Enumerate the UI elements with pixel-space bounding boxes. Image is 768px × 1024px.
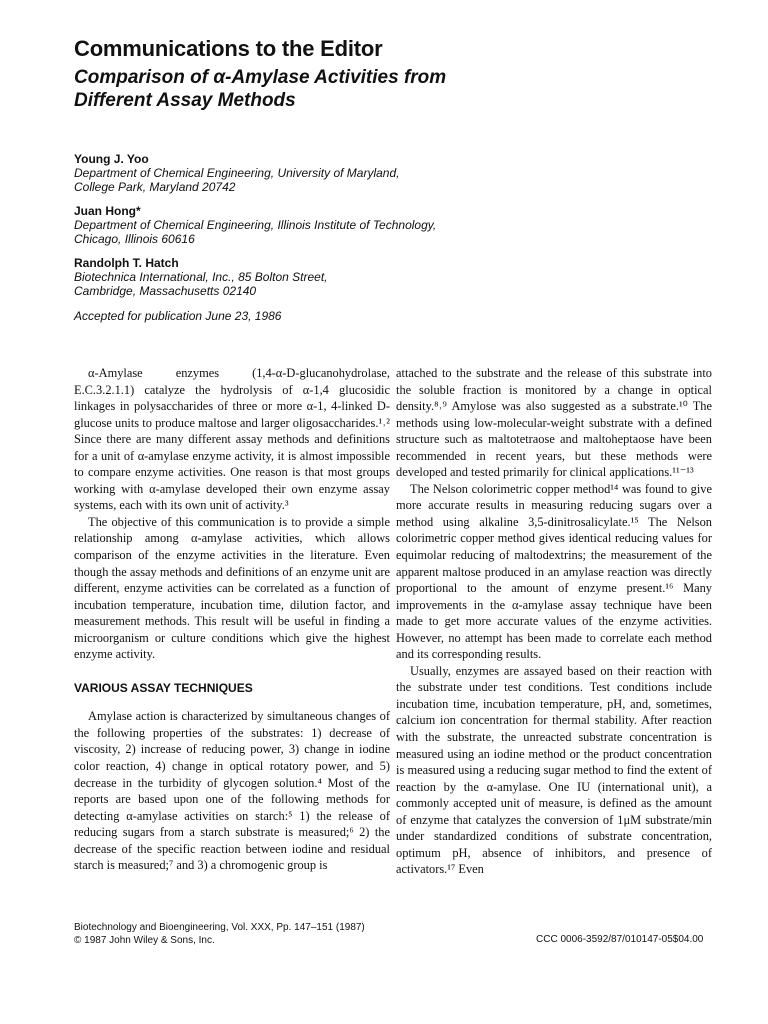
journal-citation-footer xyxy=(74,921,365,947)
body-paragraph: The Nelson colorimetric copper method¹⁴ was found to give more accurate results in measuring reducing sugars over a method using alkaline 3,5-dinitrosalicylate.¹⁵ The Nelson colorimetric copper method gives identical reducing values for equimolar reducing of maltodextrins; the measurement of the apparent maltose produced in an amylase reaction was directly proportional to the amount of enzyme present.¹⁶ Many improvements in the α-amylase assay technique have been made to get more accurate values of the enzyme activities. However, no attempt has been made to correlate each method and its corresponding results. xyxy=(396,481,712,662)
body-paragraph: α-Amylase enzymes (1,4-α-D-glucanohydrolase, E.C.3.2.1.1) catalyze the hydrolysis of α-1,4 glucosidic linkages in polysaccharides of three or more α-1, 4-linked D-glucose units to produce maltose and larger oligosaccharides.¹˒² Since there are many different assay methods and definitions for a unit of α-amylase enzyme activity, it is almost impossible to compare enzyme activities. One reason is that most groups working with α-amylase developed their own enzyme assay systems, each with its own unit of activity.³ xyxy=(74,366,390,513)
article-title-line-1: Comparison of α-Amylase Activities from xyxy=(74,67,447,88)
section-subheading: VARIOUS ASSAY TECHNIQUES xyxy=(74,680,253,695)
right-text-column xyxy=(396,365,712,878)
body-paragraph: attached to the substrate and the release of this substrate into the soluble fraction is monitored by a change in optical density.⁸˒⁹ Amylose was also suggested as a substrate.¹⁰ The methods using low-molecular-weight substrate with a defined structure such as maltotetraose and maltoheptaose have been recommended in recent years, but these methods were developed and tested primarily for clinical applications.¹¹⁻¹³ xyxy=(396,366,712,480)
author-name: Young J. Yoo xyxy=(74,152,149,166)
body-paragraph: The objective of this communication is to provide a simple relationship among α-amylase activities, which allows comparison of the enzyme activities in the literature. Even though the assay methods and definitions of an enzyme unit are different, enzyme activities can be correlated as a function of incubation temperature, incubation time, dilution factor, and measurement methods. This result will be useful in finding a microorganism or culture conditions which give the highest enzyme activity. xyxy=(74,514,390,662)
accepted-date-note: Accepted for publication June 23, 1986 xyxy=(74,309,282,323)
author-affiliation-address: Chicago, Illinois 60616 xyxy=(74,232,195,246)
article-title xyxy=(74,66,634,112)
left-text-column xyxy=(74,365,390,874)
author-affiliation-address: College Park, Maryland 20742 xyxy=(74,180,236,194)
author-affiliation: Department of Chemical Engineering, University of Maryland, xyxy=(74,166,400,180)
author-block-yoo xyxy=(74,152,399,194)
section-heading: Communications to the Editor xyxy=(74,36,383,61)
author-block-hong xyxy=(74,204,436,246)
author-name: Juan Hong* xyxy=(74,204,141,218)
journal-citation: Biotechnology and Bioengineering, Vol. XXX, Pp. 147–151 (1987) xyxy=(74,922,365,933)
body-paragraph: Usually, enzymes are assayed based on their reaction with the substrate under test conditions. Test conditions include incubation time, incubation temperature, pH, and, sometimes, calcium ion concentration for thermal stability. After reaction with the substrate, the unreacted substrate concentration is measured using an iodine method or the product concentration is measured using a reducing sugar method to find the extent of reaction by the α-amylase. One IU (international unit), a commonly accepted unit of measure, is defined as the amount of enzyme that catalyzes the conversion of 1μM substrate/min under standardized conditions of substrate concentration, optimum pH, absence of inhibitors, and presence of activators.¹⁷ Even xyxy=(396,663,712,877)
author-block-hatch xyxy=(74,256,328,298)
author-name: Randolph T. Hatch xyxy=(74,256,179,270)
ccc-code: CCC 0006-3592/87/010147-05$04.00 xyxy=(536,934,704,945)
body-paragraph: Amylase action is characterized by simultaneous changes of the following properties of the substrates: 1) decrease of viscosity, 2) increase of reducing power, 3) change in iodine color reaction, 4) change in optical rotatory power, and 5) decrease in the turbidity of glycogen solution.⁴ Most of the reports are based upon one of the following methods for detecting α-amylase activities on starch:⁵ 1) the release of reducing sugars from a starch substrate is measured;⁶ 2) the decrease of the specific reaction between iodine and residual starch is measured;⁷ and 3) a chromogenic group is xyxy=(74,709,390,873)
article-title-line-2: Different Assay Methods xyxy=(74,90,296,111)
author-affiliation: Biotechnica International, Inc., 85 Bolton Street, xyxy=(74,270,328,284)
author-affiliation: Department of Chemical Engineering, Illinois Institute of Technology, xyxy=(74,218,437,232)
copyright-line: © 1987 John Wiley & Sons, Inc. xyxy=(74,935,215,946)
author-affiliation-address: Cambridge, Massachusetts 02140 xyxy=(74,284,257,298)
